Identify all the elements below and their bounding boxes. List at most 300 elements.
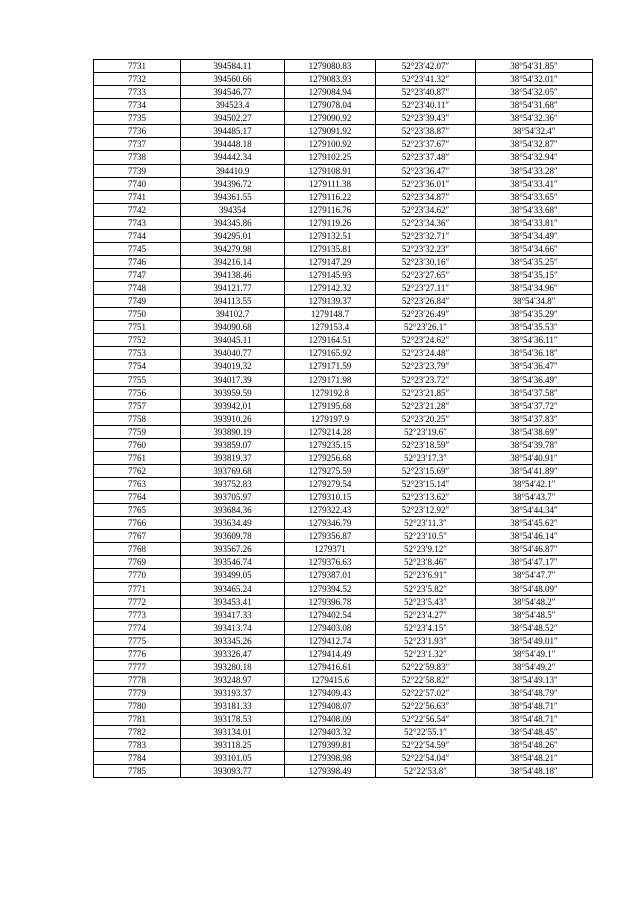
longitude-cell: 38°54′33.68″ — [476, 203, 593, 216]
x-coordinate-cell: 393634.49 — [181, 517, 285, 530]
point-number-cell: 7732 — [94, 73, 181, 86]
x-coordinate-cell: 394019.32 — [181, 360, 285, 373]
longitude-cell: 38°54′31.68″ — [476, 99, 593, 112]
longitude-cell: 38°54′48.21″ — [476, 752, 593, 765]
longitude-cell: 38°54′32.05″ — [476, 86, 593, 99]
point-number-cell: 7768 — [94, 543, 181, 556]
point-number-cell: 7785 — [94, 765, 181, 778]
table-row — [94, 269, 593, 282]
longitude-cell: 38°54′34.49″ — [476, 229, 593, 242]
point-number-cell: 7759 — [94, 425, 181, 438]
y-coordinate-cell: 1279399.81 — [285, 739, 376, 752]
latitude-cell: 52°23′24.48″ — [376, 347, 476, 360]
table-row — [94, 713, 593, 726]
longitude-cell: 38°54′36.49″ — [476, 373, 593, 386]
table-row — [94, 491, 593, 504]
table-row — [94, 60, 593, 73]
point-number-cell: 7777 — [94, 660, 181, 673]
longitude-cell: 38°54′48.79″ — [476, 687, 593, 700]
x-coordinate-cell: 393181.33 — [181, 700, 285, 713]
x-coordinate-cell: 394279.98 — [181, 242, 285, 255]
longitude-cell: 38°54′48.52″ — [476, 621, 593, 634]
x-coordinate-cell: 394502.27 — [181, 112, 285, 125]
table-row — [94, 608, 593, 621]
y-coordinate-cell: 1279100.92 — [285, 138, 376, 151]
latitude-cell: 52°23′23.79″ — [376, 360, 476, 373]
x-coordinate-cell: 394138.46 — [181, 269, 285, 282]
y-coordinate-cell: 1279402.54 — [285, 608, 376, 621]
table-row — [94, 386, 593, 399]
y-coordinate-cell: 1279398.49 — [285, 765, 376, 778]
longitude-cell: 38°54′48.26″ — [476, 739, 593, 752]
latitude-cell: 52°23′21.85″ — [376, 386, 476, 399]
x-coordinate-cell: 393959.59 — [181, 386, 285, 399]
latitude-cell: 52°22′54.59″ — [376, 739, 476, 752]
latitude-cell: 52°23′34.36″ — [376, 216, 476, 229]
x-coordinate-cell: 394295.01 — [181, 229, 285, 242]
latitude-cell: 52°23′27.11″ — [376, 282, 476, 295]
x-coordinate-cell: 394442.34 — [181, 151, 285, 164]
point-number-cell: 7770 — [94, 569, 181, 582]
x-coordinate-cell: 393248.97 — [181, 673, 285, 686]
table-row — [94, 99, 593, 112]
point-number-cell: 7751 — [94, 321, 181, 334]
longitude-cell: 38°54′37.72″ — [476, 399, 593, 412]
y-coordinate-cell: 1279142.32 — [285, 282, 376, 295]
x-coordinate-cell: 393326.47 — [181, 647, 285, 660]
table-row — [94, 739, 593, 752]
longitude-cell: 38°54′48.2″ — [476, 595, 593, 608]
table-row — [94, 399, 593, 412]
point-number-cell: 7767 — [94, 530, 181, 543]
longitude-cell: 38°54′34.96″ — [476, 282, 593, 295]
x-coordinate-cell: 393890.19 — [181, 425, 285, 438]
longitude-cell: 38°54′49.1″ — [476, 647, 593, 660]
point-number-cell: 7746 — [94, 255, 181, 268]
longitude-cell: 38°54′35.53″ — [476, 321, 593, 334]
table-row — [94, 765, 593, 778]
y-coordinate-cell: 1279346.79 — [285, 517, 376, 530]
y-coordinate-cell: 1279108.91 — [285, 164, 376, 177]
table-row — [94, 373, 593, 386]
longitude-cell: 38°54′32.01″ — [476, 73, 593, 86]
point-number-cell: 7741 — [94, 190, 181, 203]
y-coordinate-cell: 1279310.15 — [285, 491, 376, 504]
point-number-cell: 7760 — [94, 438, 181, 451]
latitude-cell: 52°23′40.11″ — [376, 99, 476, 112]
table-row — [94, 504, 593, 517]
point-number-cell: 7766 — [94, 517, 181, 530]
table-row — [94, 203, 593, 216]
y-coordinate-cell: 1279214.28 — [285, 425, 376, 438]
latitude-cell: 52°23′5.43″ — [376, 595, 476, 608]
y-coordinate-cell: 1279171.59 — [285, 360, 376, 373]
y-coordinate-cell: 1279119.26 — [285, 216, 376, 229]
y-coordinate-cell: 1279102.25 — [285, 151, 376, 164]
longitude-cell: 38°54′33.65″ — [476, 190, 593, 203]
x-coordinate-cell: 393684.36 — [181, 504, 285, 517]
point-number-cell: 7739 — [94, 164, 181, 177]
x-coordinate-cell: 394354 — [181, 203, 285, 216]
longitude-cell: 38°54′48.18″ — [476, 765, 593, 778]
x-coordinate-cell: 393609.78 — [181, 530, 285, 543]
table-row — [94, 478, 593, 491]
x-coordinate-cell: 394485.17 — [181, 125, 285, 138]
x-coordinate-cell: 393345.26 — [181, 634, 285, 647]
y-coordinate-cell: 1279164.51 — [285, 334, 376, 347]
x-coordinate-cell: 394584.11 — [181, 60, 285, 73]
x-coordinate-cell: 393193.37 — [181, 687, 285, 700]
longitude-cell: 38°54′36.47″ — [476, 360, 593, 373]
point-number-cell: 7776 — [94, 647, 181, 660]
latitude-cell: 52°23′21.28″ — [376, 399, 476, 412]
y-coordinate-cell: 1279398.98 — [285, 752, 376, 765]
latitude-cell: 52°22′53.8″ — [376, 765, 476, 778]
latitude-cell: 52°23′34.62″ — [376, 203, 476, 216]
y-coordinate-cell: 1279356.87 — [285, 530, 376, 543]
table-row — [94, 556, 593, 569]
y-coordinate-cell: 1279394.52 — [285, 582, 376, 595]
x-coordinate-cell: 393499.05 — [181, 569, 285, 582]
x-coordinate-cell: 393910.26 — [181, 412, 285, 425]
longitude-cell: 38°54′33.28″ — [476, 164, 593, 177]
point-number-cell: 7775 — [94, 634, 181, 647]
table-row — [94, 517, 593, 530]
point-number-cell: 7753 — [94, 347, 181, 360]
y-coordinate-cell: 1279091.92 — [285, 125, 376, 138]
latitude-cell: 52°22′57.02″ — [376, 687, 476, 700]
y-coordinate-cell: 1279322.43 — [285, 504, 376, 517]
y-coordinate-cell: 1279415.6 — [285, 673, 376, 686]
latitude-cell: 52°22′58.82″ — [376, 673, 476, 686]
table-row — [94, 229, 593, 242]
table-row — [94, 177, 593, 190]
y-coordinate-cell: 1279403.08 — [285, 621, 376, 634]
x-coordinate-cell: 393453.41 — [181, 595, 285, 608]
y-coordinate-cell: 1279116.76 — [285, 203, 376, 216]
table-row — [94, 543, 593, 556]
y-coordinate-cell: 1279408.07 — [285, 700, 376, 713]
latitude-cell: 52°23′41.32″ — [376, 73, 476, 86]
x-coordinate-cell: 393413.74 — [181, 621, 285, 634]
y-coordinate-cell: 1279148.7 — [285, 308, 376, 321]
y-coordinate-cell: 1279165.92 — [285, 347, 376, 360]
point-number-cell: 7752 — [94, 334, 181, 347]
y-coordinate-cell: 1279147.29 — [285, 255, 376, 268]
table-row — [94, 216, 593, 229]
table-row — [94, 634, 593, 647]
table-row — [94, 164, 593, 177]
x-coordinate-cell: 393465.24 — [181, 582, 285, 595]
y-coordinate-cell: 1279279.54 — [285, 478, 376, 491]
table-row — [94, 687, 593, 700]
point-number-cell: 7762 — [94, 464, 181, 477]
point-number-cell: 7736 — [94, 125, 181, 138]
x-coordinate-cell: 394017.39 — [181, 373, 285, 386]
point-number-cell: 7772 — [94, 595, 181, 608]
point-number-cell: 7774 — [94, 621, 181, 634]
y-coordinate-cell: 1279135.81 — [285, 242, 376, 255]
table-row — [94, 242, 593, 255]
longitude-cell: 38°54′32.4″ — [476, 125, 593, 138]
latitude-cell: 52°23′27.65″ — [376, 269, 476, 282]
point-number-cell: 7750 — [94, 308, 181, 321]
longitude-cell: 38°54′48.09″ — [476, 582, 593, 595]
latitude-cell: 52°23′9.12″ — [376, 543, 476, 556]
longitude-cell: 38°54′45.62″ — [476, 517, 593, 530]
point-number-cell: 7781 — [94, 713, 181, 726]
coordinates-table-body — [94, 60, 593, 778]
latitude-cell: 52°23′13.62″ — [376, 491, 476, 504]
y-coordinate-cell: 1279412.74 — [285, 634, 376, 647]
table-row — [94, 464, 593, 477]
point-number-cell: 7755 — [94, 373, 181, 386]
point-number-cell: 7735 — [94, 112, 181, 125]
latitude-cell: 52°23′20.25″ — [376, 412, 476, 425]
y-coordinate-cell: 1279139.37 — [285, 295, 376, 308]
point-number-cell: 7737 — [94, 138, 181, 151]
longitude-cell: 38°54′36.11″ — [476, 334, 593, 347]
y-coordinate-cell: 1279416.61 — [285, 660, 376, 673]
table-row — [94, 595, 593, 608]
point-number-cell: 7765 — [94, 504, 181, 517]
longitude-cell: 38°54′31.85″ — [476, 60, 593, 73]
point-number-cell: 7784 — [94, 752, 181, 765]
longitude-cell: 38°54′43.7″ — [476, 491, 593, 504]
y-coordinate-cell: 1279275.59 — [285, 464, 376, 477]
longitude-cell: 38°54′36.18″ — [476, 347, 593, 360]
table-row — [94, 647, 593, 660]
x-coordinate-cell: 394523.4 — [181, 99, 285, 112]
longitude-cell: 38°54′32.94″ — [476, 151, 593, 164]
point-number-cell: 7761 — [94, 451, 181, 464]
longitude-cell: 38°54′48.5″ — [476, 608, 593, 621]
latitude-cell: 52°22′56.63″ — [376, 700, 476, 713]
x-coordinate-cell: 394040.77 — [181, 347, 285, 360]
table-row — [94, 295, 593, 308]
longitude-cell: 38°54′35.25″ — [476, 255, 593, 268]
table-row — [94, 151, 593, 164]
table-row — [94, 255, 593, 268]
longitude-cell: 38°54′41.89″ — [476, 464, 593, 477]
point-number-cell: 7780 — [94, 700, 181, 713]
latitude-cell: 52°23′32.71″ — [376, 229, 476, 242]
x-coordinate-cell: 394560.66 — [181, 73, 285, 86]
y-coordinate-cell: 1279195.68 — [285, 399, 376, 412]
latitude-cell: 52°23′10.5″ — [376, 530, 476, 543]
point-number-cell: 7745 — [94, 242, 181, 255]
longitude-cell: 38°54′44.34″ — [476, 504, 593, 517]
latitude-cell: 52°23′40.87″ — [376, 86, 476, 99]
table-row — [94, 308, 593, 321]
table-row — [94, 138, 593, 151]
latitude-cell: 52°23′1.93″ — [376, 634, 476, 647]
table-row — [94, 425, 593, 438]
point-number-cell: 7778 — [94, 673, 181, 686]
longitude-cell: 38°54′48.45″ — [476, 726, 593, 739]
point-number-cell: 7769 — [94, 556, 181, 569]
longitude-cell: 38°54′33.81″ — [476, 216, 593, 229]
y-coordinate-cell: 1279256.68 — [285, 451, 376, 464]
longitude-cell: 38°54′40.91″ — [476, 451, 593, 464]
point-number-cell: 7754 — [94, 360, 181, 373]
x-coordinate-cell: 393417.33 — [181, 608, 285, 621]
longitude-cell: 38°54′38.69″ — [476, 425, 593, 438]
point-number-cell: 7748 — [94, 282, 181, 295]
table-row — [94, 125, 593, 138]
point-number-cell: 7756 — [94, 386, 181, 399]
latitude-cell: 52°23′5.82″ — [376, 582, 476, 595]
point-number-cell: 7731 — [94, 60, 181, 73]
longitude-cell: 38°54′46.14″ — [476, 530, 593, 543]
y-coordinate-cell: 1279132.51 — [285, 229, 376, 242]
y-coordinate-cell: 1279153.4 — [285, 321, 376, 334]
latitude-cell: 52°22′56.54″ — [376, 713, 476, 726]
y-coordinate-cell: 1279171.98 — [285, 373, 376, 386]
table-row — [94, 752, 593, 765]
latitude-cell: 52°23′26.49″ — [376, 308, 476, 321]
x-coordinate-cell: 394396.72 — [181, 177, 285, 190]
longitude-cell: 38°54′37.58″ — [476, 386, 593, 399]
longitude-cell: 38°54′48.71″ — [476, 700, 593, 713]
x-coordinate-cell: 393178.53 — [181, 713, 285, 726]
longitude-cell: 38°54′48.71″ — [476, 713, 593, 726]
latitude-cell: 52°23′30.16″ — [376, 255, 476, 268]
point-number-cell: 7749 — [94, 295, 181, 308]
latitude-cell: 52°23′36.01″ — [376, 177, 476, 190]
y-coordinate-cell: 1279408.09 — [285, 713, 376, 726]
x-coordinate-cell: 394345.86 — [181, 216, 285, 229]
latitude-cell: 52°23′37.48″ — [376, 151, 476, 164]
table-row — [94, 530, 593, 543]
x-coordinate-cell: 394045.11 — [181, 334, 285, 347]
latitude-cell: 52°23′23.72″ — [376, 373, 476, 386]
x-coordinate-cell: 393118.25 — [181, 739, 285, 752]
y-coordinate-cell: 1279090.92 — [285, 112, 376, 125]
latitude-cell: 52°23′17.3″ — [376, 451, 476, 464]
x-coordinate-cell: 393859.07 — [181, 438, 285, 451]
point-number-cell: 7734 — [94, 99, 181, 112]
latitude-cell: 52°23′38.87″ — [376, 125, 476, 138]
x-coordinate-cell: 394121.77 — [181, 282, 285, 295]
y-coordinate-cell: 1279145.93 — [285, 269, 376, 282]
table-row — [94, 673, 593, 686]
x-coordinate-cell: 393101.05 — [181, 752, 285, 765]
coordinates-table — [93, 59, 593, 778]
longitude-cell: 38°54′32.36″ — [476, 112, 593, 125]
latitude-cell: 52°22′54.04″ — [376, 752, 476, 765]
table-row — [94, 726, 593, 739]
longitude-cell: 38°54′35.29″ — [476, 308, 593, 321]
x-coordinate-cell: 394102.7 — [181, 308, 285, 321]
y-coordinate-cell: 1279235.15 — [285, 438, 376, 451]
latitude-cell: 52°23′42.07″ — [376, 60, 476, 73]
longitude-cell: 38°54′34.8″ — [476, 295, 593, 308]
x-coordinate-cell: 394216.14 — [181, 255, 285, 268]
latitude-cell: 52°23′26.84″ — [376, 295, 476, 308]
table-row — [94, 334, 593, 347]
x-coordinate-cell: 393093.77 — [181, 765, 285, 778]
table-row — [94, 321, 593, 334]
x-coordinate-cell: 394546.77 — [181, 86, 285, 99]
x-coordinate-cell: 394361.55 — [181, 190, 285, 203]
table-row — [94, 451, 593, 464]
y-coordinate-cell: 1279376.63 — [285, 556, 376, 569]
y-coordinate-cell: 1279078.04 — [285, 99, 376, 112]
point-number-cell: 7779 — [94, 687, 181, 700]
point-number-cell: 7757 — [94, 399, 181, 412]
y-coordinate-cell: 1279409.43 — [285, 687, 376, 700]
y-coordinate-cell: 1279111.38 — [285, 177, 376, 190]
point-number-cell: 7743 — [94, 216, 181, 229]
y-coordinate-cell: 1279116.22 — [285, 190, 376, 203]
longitude-cell: 38°54′34.66″ — [476, 242, 593, 255]
latitude-cell: 52°23′36.47″ — [376, 164, 476, 177]
table-row — [94, 347, 593, 360]
point-number-cell: 7758 — [94, 412, 181, 425]
x-coordinate-cell: 393769.68 — [181, 464, 285, 477]
longitude-cell: 38°54′49.13″ — [476, 673, 593, 686]
y-coordinate-cell: 1279371 — [285, 543, 376, 556]
point-number-cell: 7764 — [94, 491, 181, 504]
table-row — [94, 190, 593, 203]
latitude-cell: 52°23′12.92″ — [376, 504, 476, 517]
latitude-cell: 52°23′18.59″ — [376, 438, 476, 451]
y-coordinate-cell: 1279084.94 — [285, 86, 376, 99]
point-number-cell: 7742 — [94, 203, 181, 216]
point-number-cell: 7773 — [94, 608, 181, 621]
latitude-cell: 52°23′37.67″ — [376, 138, 476, 151]
x-coordinate-cell: 394448.18 — [181, 138, 285, 151]
y-coordinate-cell: 1279387.01 — [285, 569, 376, 582]
latitude-cell: 52°23′26.1″ — [376, 321, 476, 334]
latitude-cell: 52°23′39.43″ — [376, 112, 476, 125]
latitude-cell: 52°23′15.14″ — [376, 478, 476, 491]
y-coordinate-cell: 1279080.83 — [285, 60, 376, 73]
latitude-cell: 52°23′32.23″ — [376, 242, 476, 255]
y-coordinate-cell: 1279396.78 — [285, 595, 376, 608]
table-row — [94, 569, 593, 582]
longitude-cell: 38°54′47.7″ — [476, 569, 593, 582]
table-row — [94, 86, 593, 99]
point-number-cell: 7733 — [94, 86, 181, 99]
point-number-cell: 7771 — [94, 582, 181, 595]
table-row — [94, 621, 593, 634]
y-coordinate-cell: 1279403.32 — [285, 726, 376, 739]
x-coordinate-cell: 393134.01 — [181, 726, 285, 739]
x-coordinate-cell: 393280.18 — [181, 660, 285, 673]
point-number-cell: 7744 — [94, 229, 181, 242]
point-number-cell: 7738 — [94, 151, 181, 164]
x-coordinate-cell: 393942.01 — [181, 399, 285, 412]
y-coordinate-cell: 1279414.49 — [285, 647, 376, 660]
longitude-cell: 38°54′47.17″ — [476, 556, 593, 569]
latitude-cell: 52°23′24.62″ — [376, 334, 476, 347]
latitude-cell: 52°23′1.32″ — [376, 647, 476, 660]
point-number-cell: 7783 — [94, 739, 181, 752]
x-coordinate-cell: 393819.37 — [181, 451, 285, 464]
table-row — [94, 360, 593, 373]
longitude-cell: 38°54′46.87″ — [476, 543, 593, 556]
longitude-cell: 38°54′37.83″ — [476, 412, 593, 425]
x-coordinate-cell: 393752.83 — [181, 478, 285, 491]
y-coordinate-cell: 1279083.93 — [285, 73, 376, 86]
table-row — [94, 412, 593, 425]
latitude-cell: 52°22′55.1″ — [376, 726, 476, 739]
latitude-cell: 52°23′4.15″ — [376, 621, 476, 634]
y-coordinate-cell: 1279197.9 — [285, 412, 376, 425]
x-coordinate-cell: 393567.26 — [181, 543, 285, 556]
